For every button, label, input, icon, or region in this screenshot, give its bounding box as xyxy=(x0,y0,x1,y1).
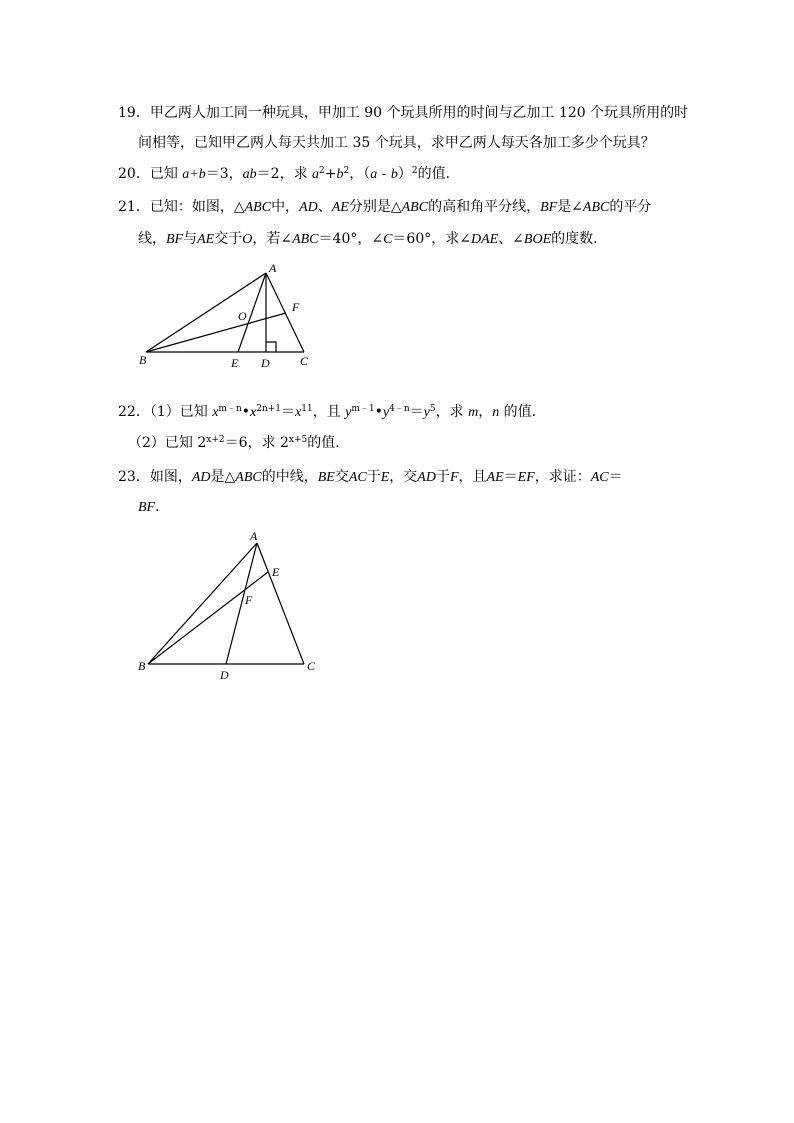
q21-label-b: B xyxy=(139,353,147,367)
q23-label-e: E xyxy=(272,565,280,579)
q22-number: 22． xyxy=(118,404,150,420)
q23-label-b: B xyxy=(138,659,146,673)
q23-label-a: A xyxy=(250,529,258,543)
q21-label-f: F xyxy=(292,300,300,314)
q21-line1: 21．已知：如图，△ABC中，AD、AE分别是△ABC的高和角平分线，BF是∠ABC的平分 xyxy=(118,199,652,215)
q23-label-f: F xyxy=(245,593,253,607)
q20-text: 20．已知 a+b＝3，ab＝2，求 $a^2+b^2$，（a - b）$^2$的值． xyxy=(118,166,460,182)
q23-side-ab xyxy=(148,543,257,664)
q19-line1: 19．甲乙两人加工同一种玩具，甲加工 90 个玩具所用的时间与乙加工 120 个玩具所用的时 xyxy=(118,105,689,121)
q19-line2: 间相等，已知甲乙两人每天共加工 35 个玩具，求甲乙两人每天各加工多少个玩具？ xyxy=(138,135,655,151)
q22-part1: 22．（1）已知 $x^{m﹣n}•x^{2n+1}=x^{11}$，且 $y^{m﹣1}•y^{4﹣n}=y^5$，求 m，n 的值． xyxy=(118,404,546,420)
q20-number: 20． xyxy=(118,166,150,182)
q21-label-a: A xyxy=(269,261,277,275)
q19-number: 19． xyxy=(118,105,150,121)
q23-label-d: D xyxy=(220,668,229,682)
q23-label-c: C xyxy=(307,659,316,673)
q23-segment-be xyxy=(148,572,268,664)
q23-line1: 23．如图，AD是△ABC的中线，BE交AC于E，交AD于F，且AE＝EF，求证：AC＝ xyxy=(118,469,623,485)
q21-line2: 线，BF与AE交于O，若∠ABC＝40°，∠C＝60°，求∠DAE、∠BOE的度数． xyxy=(138,231,608,247)
q21-label-c: C xyxy=(300,354,309,368)
q23-side-ac xyxy=(257,543,304,664)
q21-number: 21． xyxy=(118,199,150,215)
q23-line2: BF． xyxy=(138,499,170,515)
q23-median-ad xyxy=(226,543,257,664)
q22-part2: （2）已知 $2^{x+2}=6$，求 $2^{x+5}$的值． xyxy=(128,435,350,451)
q21-label-e: E xyxy=(231,356,239,370)
q21-label-d: D xyxy=(261,356,270,370)
q23-number: 23． xyxy=(118,469,150,485)
q21-label-o: O xyxy=(238,309,247,323)
